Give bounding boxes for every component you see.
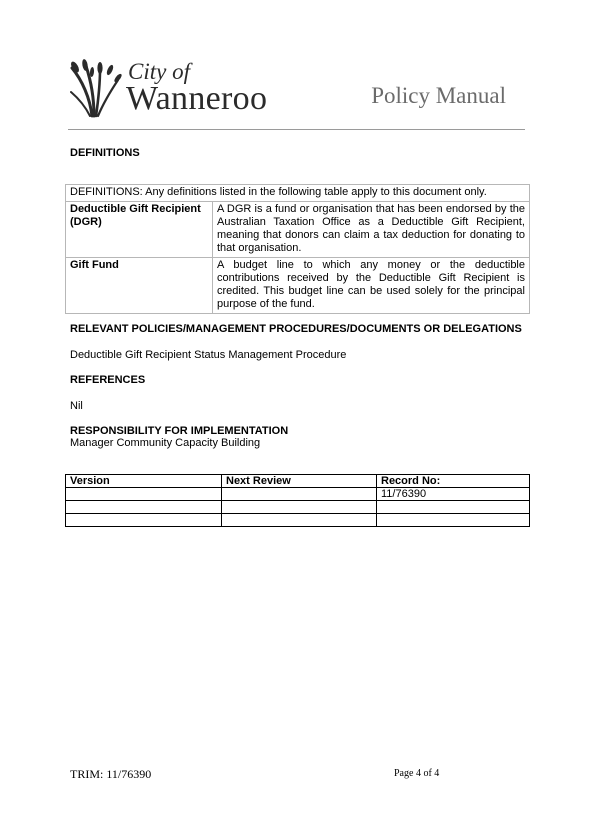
record-no-column-header: Record No: — [377, 475, 530, 488]
relevant-policies-heading: RELEVANT POLICIES/MANAGEMENT PROCEDURES/DOCUMENTS OR DELEGATIONS — [70, 323, 522, 335]
footer-trim-number: TRIM: 11/76390 — [70, 767, 152, 781]
responsibility-heading: RESPONSIBILITY FOR IMPLEMENTATION — [70, 425, 289, 437]
definitions-heading: DEFINITIONS — [70, 147, 140, 159]
responsibility-text: Manager Community Capacity Building — [70, 437, 261, 449]
table-cell: 11/76390 — [377, 488, 530, 501]
version-table — [65, 474, 530, 527]
definitions-intro: DEFINITIONS: Any definitions listed in the following table apply to this document only. — [66, 185, 530, 202]
references-text: Nil — [70, 400, 83, 412]
city-of-wanneroo-logo — [70, 58, 280, 120]
logo-line-wanneroo: Wanneroo — [126, 80, 268, 117]
table-cell — [377, 501, 530, 514]
definition-text: A DGR is a fund or organisation that has been endorsed by the Australian Taxation Office as a Deductible Gift Recipient, meaning that donors can claim a tax deduction for donating to that organisation. — [213, 202, 530, 258]
definition-term: Gift Fund — [66, 258, 213, 314]
definition-text: A budget line to which any money or the deductible contributions received by the Deductible Gift Recipient is credited. This budget line can be used solely for the principal purpose of the fund. — [213, 258, 530, 314]
table-row — [66, 202, 530, 258]
table-cell — [66, 501, 222, 514]
table-row — [66, 185, 530, 202]
table-header-row — [66, 475, 530, 488]
kangaroo-paw-flower-icon — [70, 58, 122, 118]
table-row — [66, 488, 530, 501]
table-row — [66, 514, 530, 527]
logo-line-city-of: City of — [128, 59, 190, 84]
table-cell — [222, 514, 377, 527]
table-row — [66, 258, 530, 314]
definition-term: Deductible Gift Recipient (DGR) — [66, 202, 213, 258]
table-cell — [222, 488, 377, 501]
definitions-table — [65, 184, 530, 314]
table-cell — [222, 501, 377, 514]
version-column-header: Version — [66, 475, 222, 488]
references-heading: REFERENCES — [70, 374, 146, 386]
header-divider — [68, 129, 525, 130]
next-review-column-header: Next Review — [222, 475, 377, 488]
table-cell — [66, 514, 222, 527]
relevant-policies-text: Deductible Gift Recipient Status Management Procedure — [70, 349, 347, 361]
table-row — [66, 501, 530, 514]
table-cell — [377, 514, 530, 527]
footer-page-number: Page 4 of 4 — [394, 768, 440, 779]
table-cell — [66, 488, 222, 501]
policy-manual-title: Policy Manual — [371, 83, 506, 108]
